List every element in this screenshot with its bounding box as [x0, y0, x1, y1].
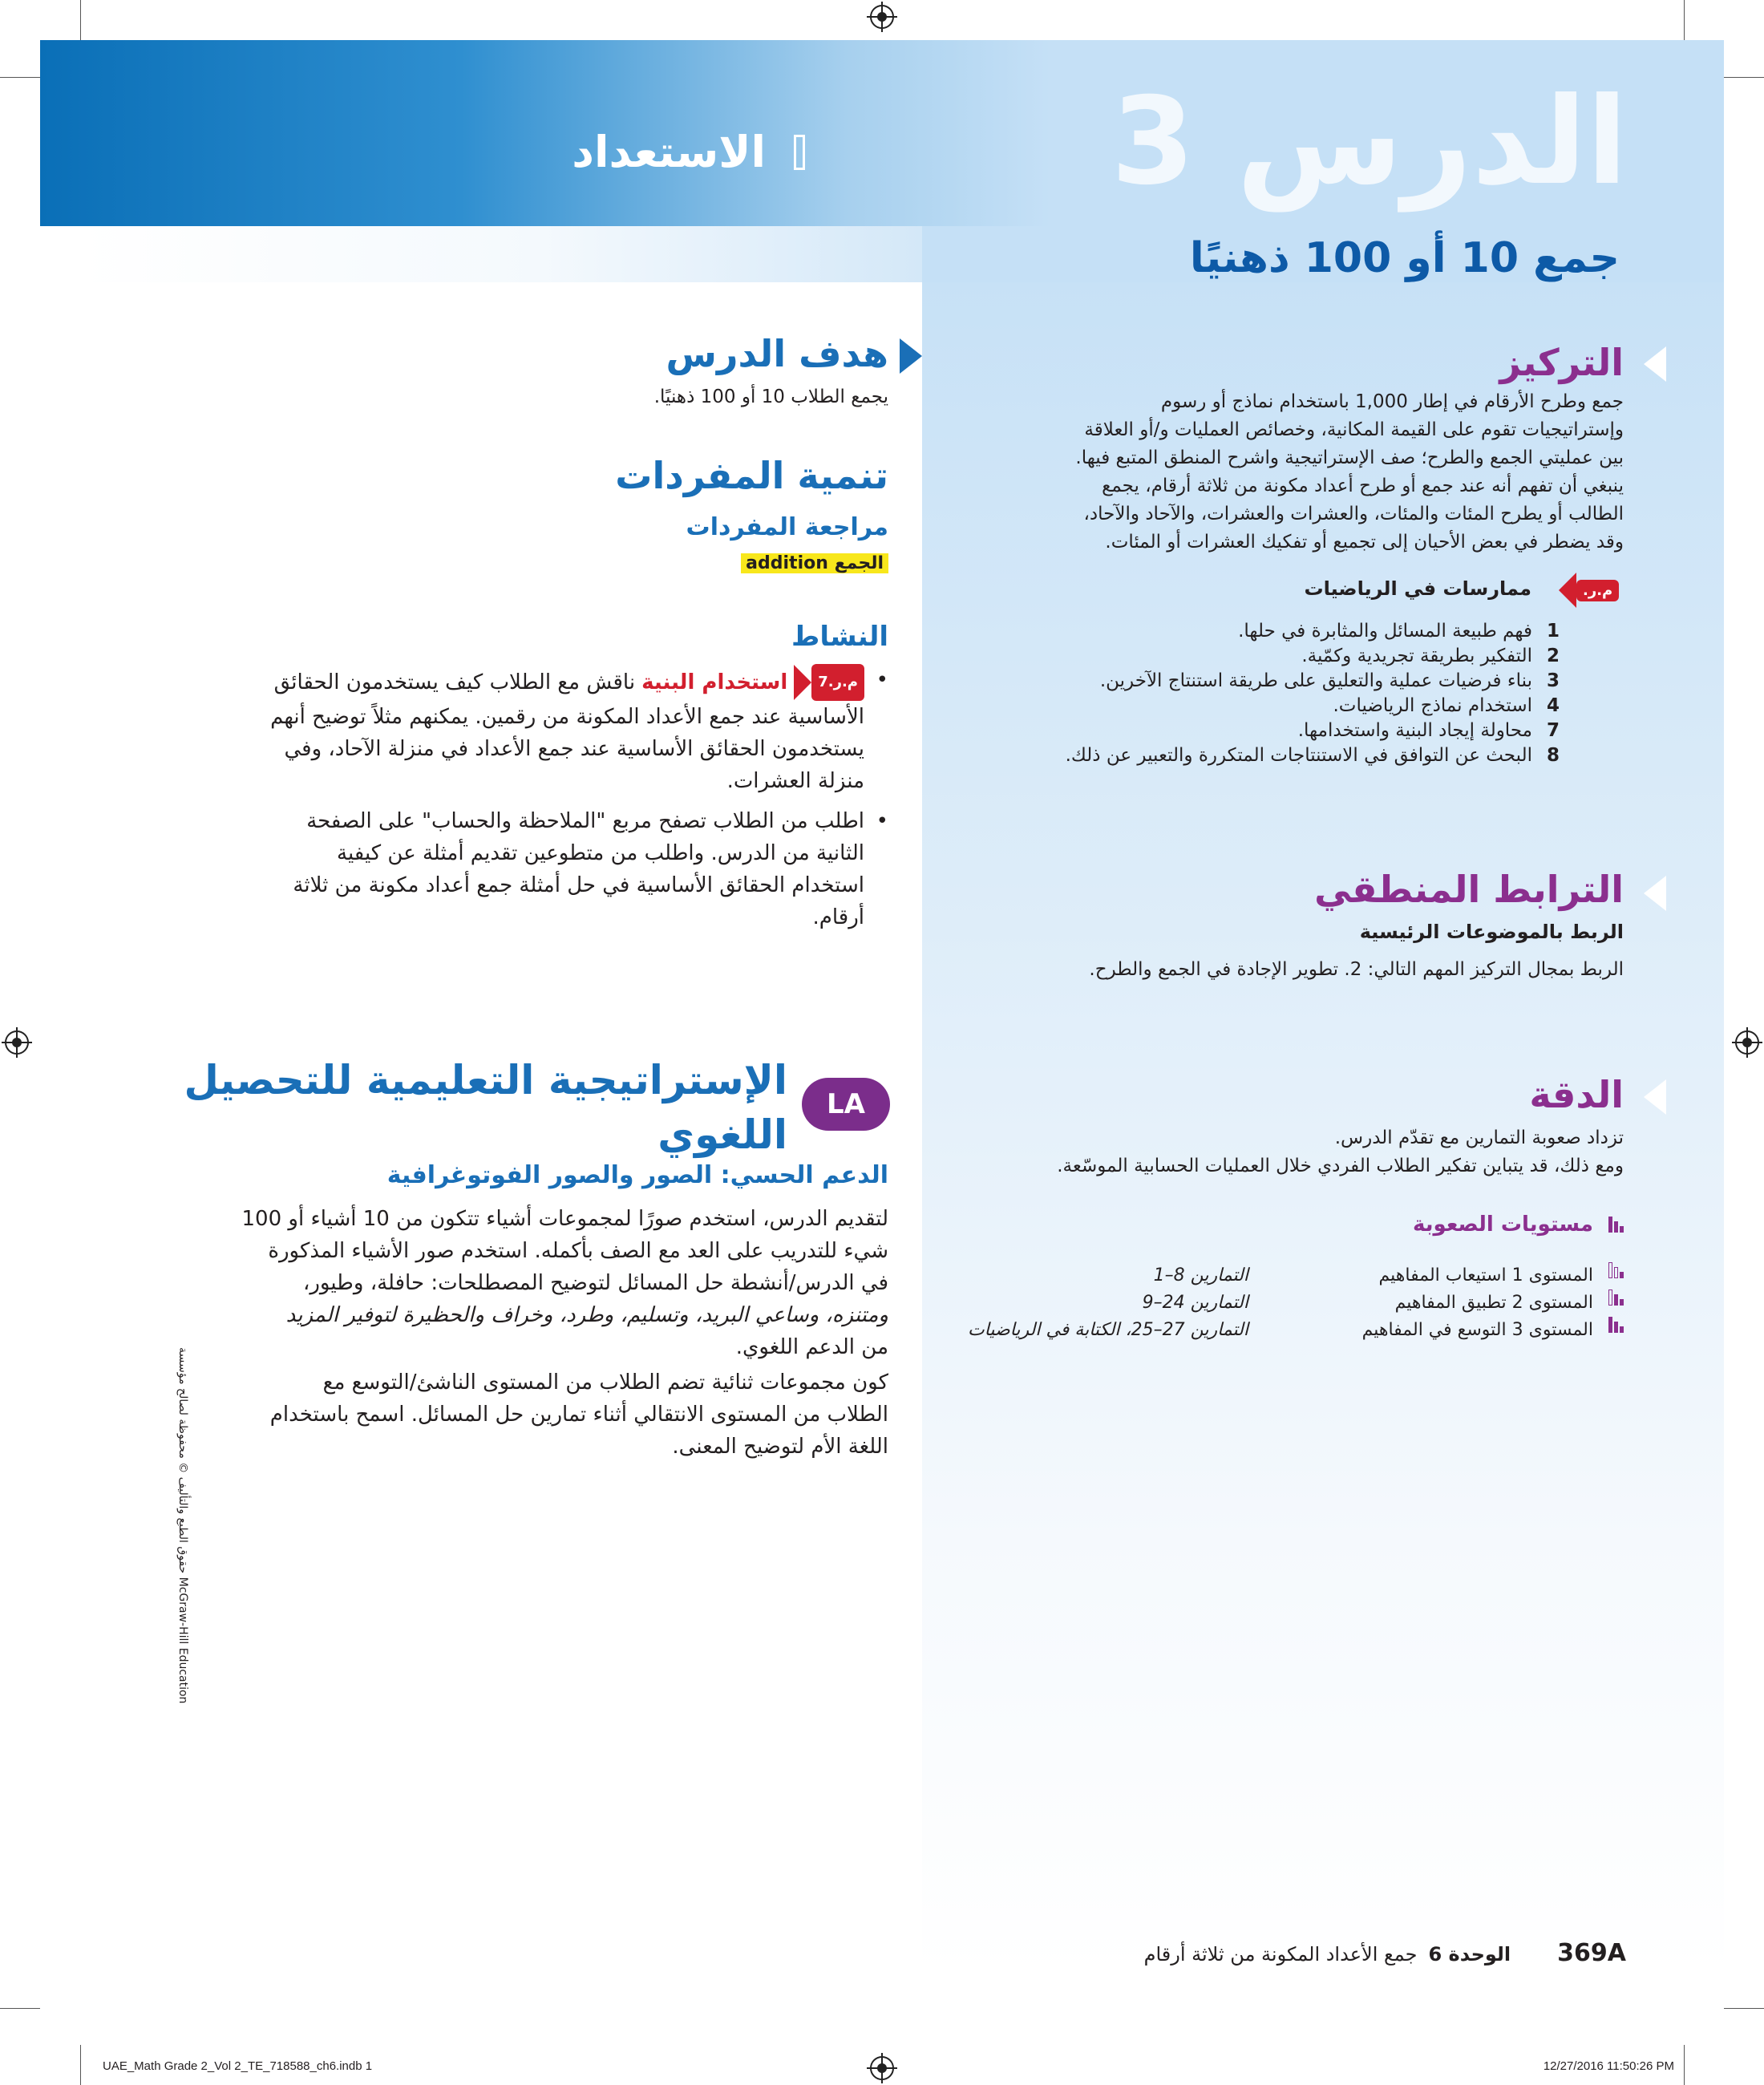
objective-text: يجمع الطلاب 10 أو 100 ذهنيًا.: [653, 387, 888, 407]
crop-mark: [80, 0, 81, 40]
language-acquisition-badge: LA: [802, 1078, 890, 1131]
focus-line: ينبغي أن تفهم أنه عند جمع أو طرح أعداد مكونة من ثلاثة أرقام، يجمع: [1102, 476, 1624, 496]
activity-bullet-2: • اطلب من الطلاب تصفح مربع "الملاحظة والحساب" على الصفحة الثانية من الدرس. واطلب من متطوعين تقديم أمثلة عن كيفية استخدام الحقائق الأساسية في حل أمثلة جمع أعداد مكونة من ثلاثة أرقام.: [293, 809, 888, 929]
rigor-line: ومع ذلك، قد يتباين تفكير الطلاب الفردي خلال العمليات الحسابية الموسّعة.: [1057, 1156, 1624, 1176]
focus-line: وقد يضطر في بعض الأحيان إلى تجميع أو تفكيك العشرات أو المئات.: [1105, 532, 1624, 553]
list-item: 3 بناء فرضيات عملية والتعليق على طريقة استنتاج الآخرين.: [1099, 670, 1560, 691]
crop-mark: [1684, 2045, 1685, 2085]
copyright-notice: حقوق الطبع والتأليف © محفوظة لصالح مؤسسة McGraw-Hill Education: [176, 1347, 189, 1704]
ell-paragraph-2: كون مجموعات ثنائية تضم الطلاب من المستوى الناشئ/التوسع مع الطلاب من المستوى الانتقالي أثناء تمارين حل المسائل. اسمح باستخدام اللغة الأم لتوضيح المعنى.: [269, 1370, 888, 1459]
crop-mark: [1724, 77, 1764, 78]
list-item: 7 محاولة إيجاد البنية واستخدامها.: [1297, 720, 1560, 741]
list-item: المستوى 2 تطبيق المفاهيم التمارين 24–9: [790, 1289, 1624, 1317]
level-2-icon: [1601, 1289, 1624, 1306]
vocab-subheading: مراجعة المفردات: [686, 513, 888, 541]
crop-mark: [0, 2008, 40, 2009]
ell-heading: الإستراتيجية التعليمية للتحصيل: [184, 1057, 787, 1103]
registration-mark-icon: [870, 2056, 894, 2080]
focus-line: الطالب أو يطرح المئات والمئات، والعشرات والعشرات، والآحاد والآحاد،: [1083, 504, 1624, 524]
list-item: 1 فهم طبيعة المسائل والمثابرة في حلها.: [1238, 621, 1560, 642]
list-item: 4 استخدام نماذج الرياضيات.: [1333, 695, 1560, 716]
crop-mark: [80, 2045, 81, 2085]
math-practice-7-badge: م.ر.7: [794, 664, 864, 701]
list-item: المستوى 1 استيعاب المفاهيم التمارين 8–1: [790, 1262, 1624, 1289]
crop-mark: [1724, 2008, 1764, 2009]
difficulty-levels-heading: مستويات الصعوبة: [1413, 1213, 1624, 1237]
ell-heading-line2: اللغوي: [657, 1111, 787, 1158]
crop-mark: [0, 77, 40, 78]
list-item: المستوى 3 التوسع في المفاهيم التمارين 27–25، الكتابة في الرياضيات: [790, 1317, 1624, 1344]
ell-paragraph-1: لتقديم الدرس، استخدم صورًا لمجموعات أشياء تتكون من 10 أشياء أو 100 شيء للتدريب على العد مع الصف بأكمله. استخدم صور الأشياء المذكورة في الدرس/أنشطة حل المسائل لتوضيح المصطلحات: حافلة، وطيور، ومتنزه، وساعي البريد، وتسليم، وطرد، وخراف والحظيرة لتوفير المزيد من الدعم اللغوي.: [241, 1207, 888, 1359]
vocab-term-highlight: الجمع addition: [741, 553, 888, 573]
print-timestamp: 12/27/2016 11:50:26 PM: [1543, 2059, 1674, 2073]
section-arrow-icon: [1644, 346, 1666, 382]
page-footer: [1144, 1939, 1626, 1967]
rigor-heading: الدقة: [1529, 1073, 1624, 1116]
title-band: [80, 226, 922, 282]
rigor-text: [902, 1124, 1624, 1180]
level-1-icon: [1601, 1262, 1624, 1278]
file-slug: UAE_Math Grade 2_Vol 2_TE_718588_ch6.indb 1: [103, 2059, 373, 2073]
list-item: 2 التفكير بطريقة تجريدية وكمّية.: [1301, 646, 1560, 666]
registration-mark-icon: [1735, 1030, 1759, 1055]
math-practices-badge: [1559, 573, 1619, 608]
focus-text: [934, 388, 1624, 557]
section-marker-icon: [794, 135, 805, 170]
lesson-number: الدرس 3: [1111, 72, 1628, 212]
coherence-text: الربط بمجال التركيز المهم التالي: 2. تطوير الإجادة في الجمع والطرح.: [1089, 959, 1624, 980]
list-item: 8 البحث عن التوافق في الاستنتاجات المتكررة والتعبير عن ذلك.: [1065, 745, 1560, 766]
rigor-line: تزداد صعوبة التمارين مع تقدّم الدرس.: [1334, 1128, 1624, 1148]
focus-heading: التركيز: [1499, 341, 1624, 384]
ell-subheading: الدعم الحسي: الصور والصور الفوتوغرافية: [386, 1161, 888, 1189]
activity-bullet-1: • م.ر.7 استخدام البنية ناقش مع الطلاب كيف يستخدمون الحقائق الأساسية عند جمع الأعداد المكونة من رقمين. يمكنهم مثلاً توضيح أنهم يستخدمون الحقائق الأساسية عند جمع الأعداد في منزلة الآحاد، وفي منزلة العشرات.: [199, 664, 888, 797]
section-arrow-icon: [1644, 876, 1666, 911]
level-3-icon: [1601, 1317, 1624, 1333]
activity-heading: النشاط: [791, 621, 888, 653]
practices-heading: ممارسات في الرياضيات: [1304, 577, 1531, 600]
unit-label: الوحدة 6: [1428, 1943, 1511, 1966]
difficulty-icon: [1601, 1217, 1624, 1233]
badge-label: م.ر.: [1576, 580, 1619, 601]
vocab-term: [741, 553, 888, 573]
vocab-heading: تنمية المفردات: [615, 454, 888, 497]
objective-heading: هدف الدرس: [666, 332, 888, 375]
registration-mark-icon: [5, 1030, 29, 1055]
focus-line: بين عمليتي الجمع والطرح؛ صف الإستراتيجية واشرح المنطق المتبع فيها.: [1075, 447, 1624, 468]
badge-arrow-icon: [1559, 573, 1576, 608]
badge-arrow-icon: [794, 665, 811, 700]
coherence-subheading: الربط بالموضوعات الرئيسية: [1359, 921, 1624, 943]
coherence-heading: الترابط المنطقي: [1314, 868, 1624, 911]
crop-mark: [1684, 0, 1685, 40]
focus-line: وإستراتيجيات تقوم على القيمة المكانية، وخصائص العمليات و/أو العلاقة: [1084, 419, 1624, 440]
difficulty-levels-list: [790, 1262, 1624, 1344]
section-arrow-icon: [900, 338, 922, 374]
section-label: الاستعداد: [572, 127, 766, 177]
unit-title: جمع الأعداد المكونة من ثلاثة أرقام: [1143, 1943, 1418, 1966]
section-arrow-icon: [1644, 1079, 1666, 1115]
page-title: جمع 10 أو 100 ذهنيًا: [1189, 234, 1620, 282]
focus-line: جمع وطرح الأرقام في إطار 1,000 باستخدام نماذج أو رسوم: [1160, 391, 1624, 412]
page-number: 369A: [1557, 1939, 1626, 1967]
registration-mark-icon: [870, 5, 894, 29]
